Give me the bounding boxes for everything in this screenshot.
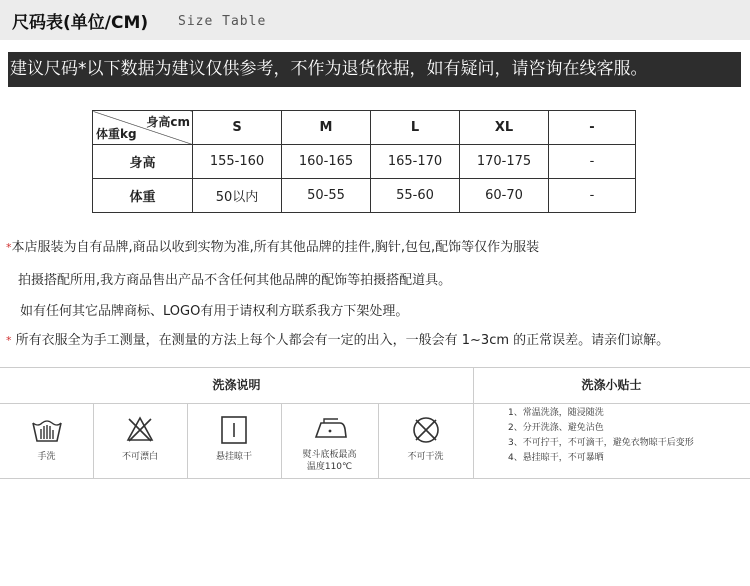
table-cell: 165-170 <box>371 145 460 179</box>
care-item-hand-wash <box>0 403 93 478</box>
note-text-3: 如有任何其它品牌商标、LOGO有用于请权利方联系我方下架处理。 <box>20 304 409 319</box>
note-line <box>18 269 451 288</box>
table-cell: 50-55 <box>282 179 371 213</box>
list-item: 4、悬挂晾干，不可暴晒 <box>508 453 604 463</box>
corner-cell <box>93 111 193 145</box>
care-label-line: 温度110℃ <box>306 462 353 472</box>
care-item-no-dry-clean <box>378 403 473 478</box>
table-cell: - <box>549 179 636 213</box>
page-title: 尺码表(单位/CM) <box>12 13 149 33</box>
tips-title: 洗涤小贴士 <box>581 378 642 392</box>
note-text-1: 本店服装为自有品牌,商品以收到实物为准,所有其他品牌的挂件,胸针,包包,配饰等仅作为服装 <box>11 240 540 255</box>
care-label: 手洗 <box>37 452 56 462</box>
corner-height-label: 身高cm <box>146 115 190 129</box>
table-row <box>93 145 636 179</box>
care-item-hang-dry <box>187 403 281 478</box>
care-label <box>281 449 378 473</box>
row-label-weight: 体重 <box>93 179 193 213</box>
note-line <box>6 236 539 255</box>
list-item: 3、不可拧干，不可滴干，避免衣物晾干后变形 <box>508 438 694 448</box>
column-header-l: L <box>371 111 460 145</box>
hang-dry-icon <box>220 415 248 445</box>
hand-wash-icon <box>30 415 64 445</box>
star-icon: * <box>6 334 12 347</box>
note-text-2: 拍摄搭配所用,我方商品售出产品不含任何其他品牌的配饰等拍摄搭配道具。 <box>18 273 452 288</box>
iron-icon <box>312 415 348 441</box>
table-header-row <box>93 111 636 145</box>
table-cell: 155-160 <box>193 145 282 179</box>
header-bar <box>0 0 750 40</box>
column-header-s: S <box>193 111 282 145</box>
notice-bar: 建议尺码*以下数据为建议仅供参考，不作为退货依据，如有疑问，请咨询在线客服。 <box>8 52 741 87</box>
note-text-4: 所有衣服全为手工测量，在测量的方法上每个人都会有一定的出入，一般会有 1~3cm 的正常误差。请亲们谅解。 <box>15 333 670 348</box>
table-row <box>93 179 636 213</box>
no-dry-clean-icon <box>411 415 441 445</box>
table-cell: 50以内 <box>193 179 282 213</box>
list-item: 1、常温洗涤，随浸随洗 <box>508 408 604 418</box>
corner-weight-label: 体重kg <box>96 127 137 141</box>
star-icon: * <box>6 241 12 254</box>
size-table <box>92 110 636 213</box>
care-label: 不可干洗 <box>407 452 444 462</box>
table-cell: 60-70 <box>460 179 549 213</box>
table-cell: 170-175 <box>460 145 549 179</box>
care-label: 悬挂晾干 <box>215 452 252 462</box>
no-bleach-icon <box>125 415 155 443</box>
care-item-no-bleach <box>93 403 187 478</box>
list-item: 2、分开洗涤、避免沾色 <box>508 423 604 433</box>
column-header-extra: - <box>549 111 636 145</box>
page-subtitle: Size Table <box>178 14 267 29</box>
care-label: 不可漂白 <box>121 452 158 462</box>
table-cell: 55-60 <box>371 179 460 213</box>
care-title: 洗涤说明 <box>212 378 261 392</box>
divider <box>0 478 750 479</box>
row-label-height: 身高 <box>93 145 193 179</box>
note-line <box>20 300 408 319</box>
table-cell: 160-165 <box>282 145 371 179</box>
table-cell: - <box>549 145 636 179</box>
wash-tips-list <box>508 406 694 466</box>
care-label-line: 熨斗底板最高 <box>302 450 357 460</box>
column-header-xl: XL <box>460 111 549 145</box>
note-line <box>6 329 669 348</box>
care-item-iron <box>281 403 378 478</box>
column-header-m: M <box>282 111 371 145</box>
